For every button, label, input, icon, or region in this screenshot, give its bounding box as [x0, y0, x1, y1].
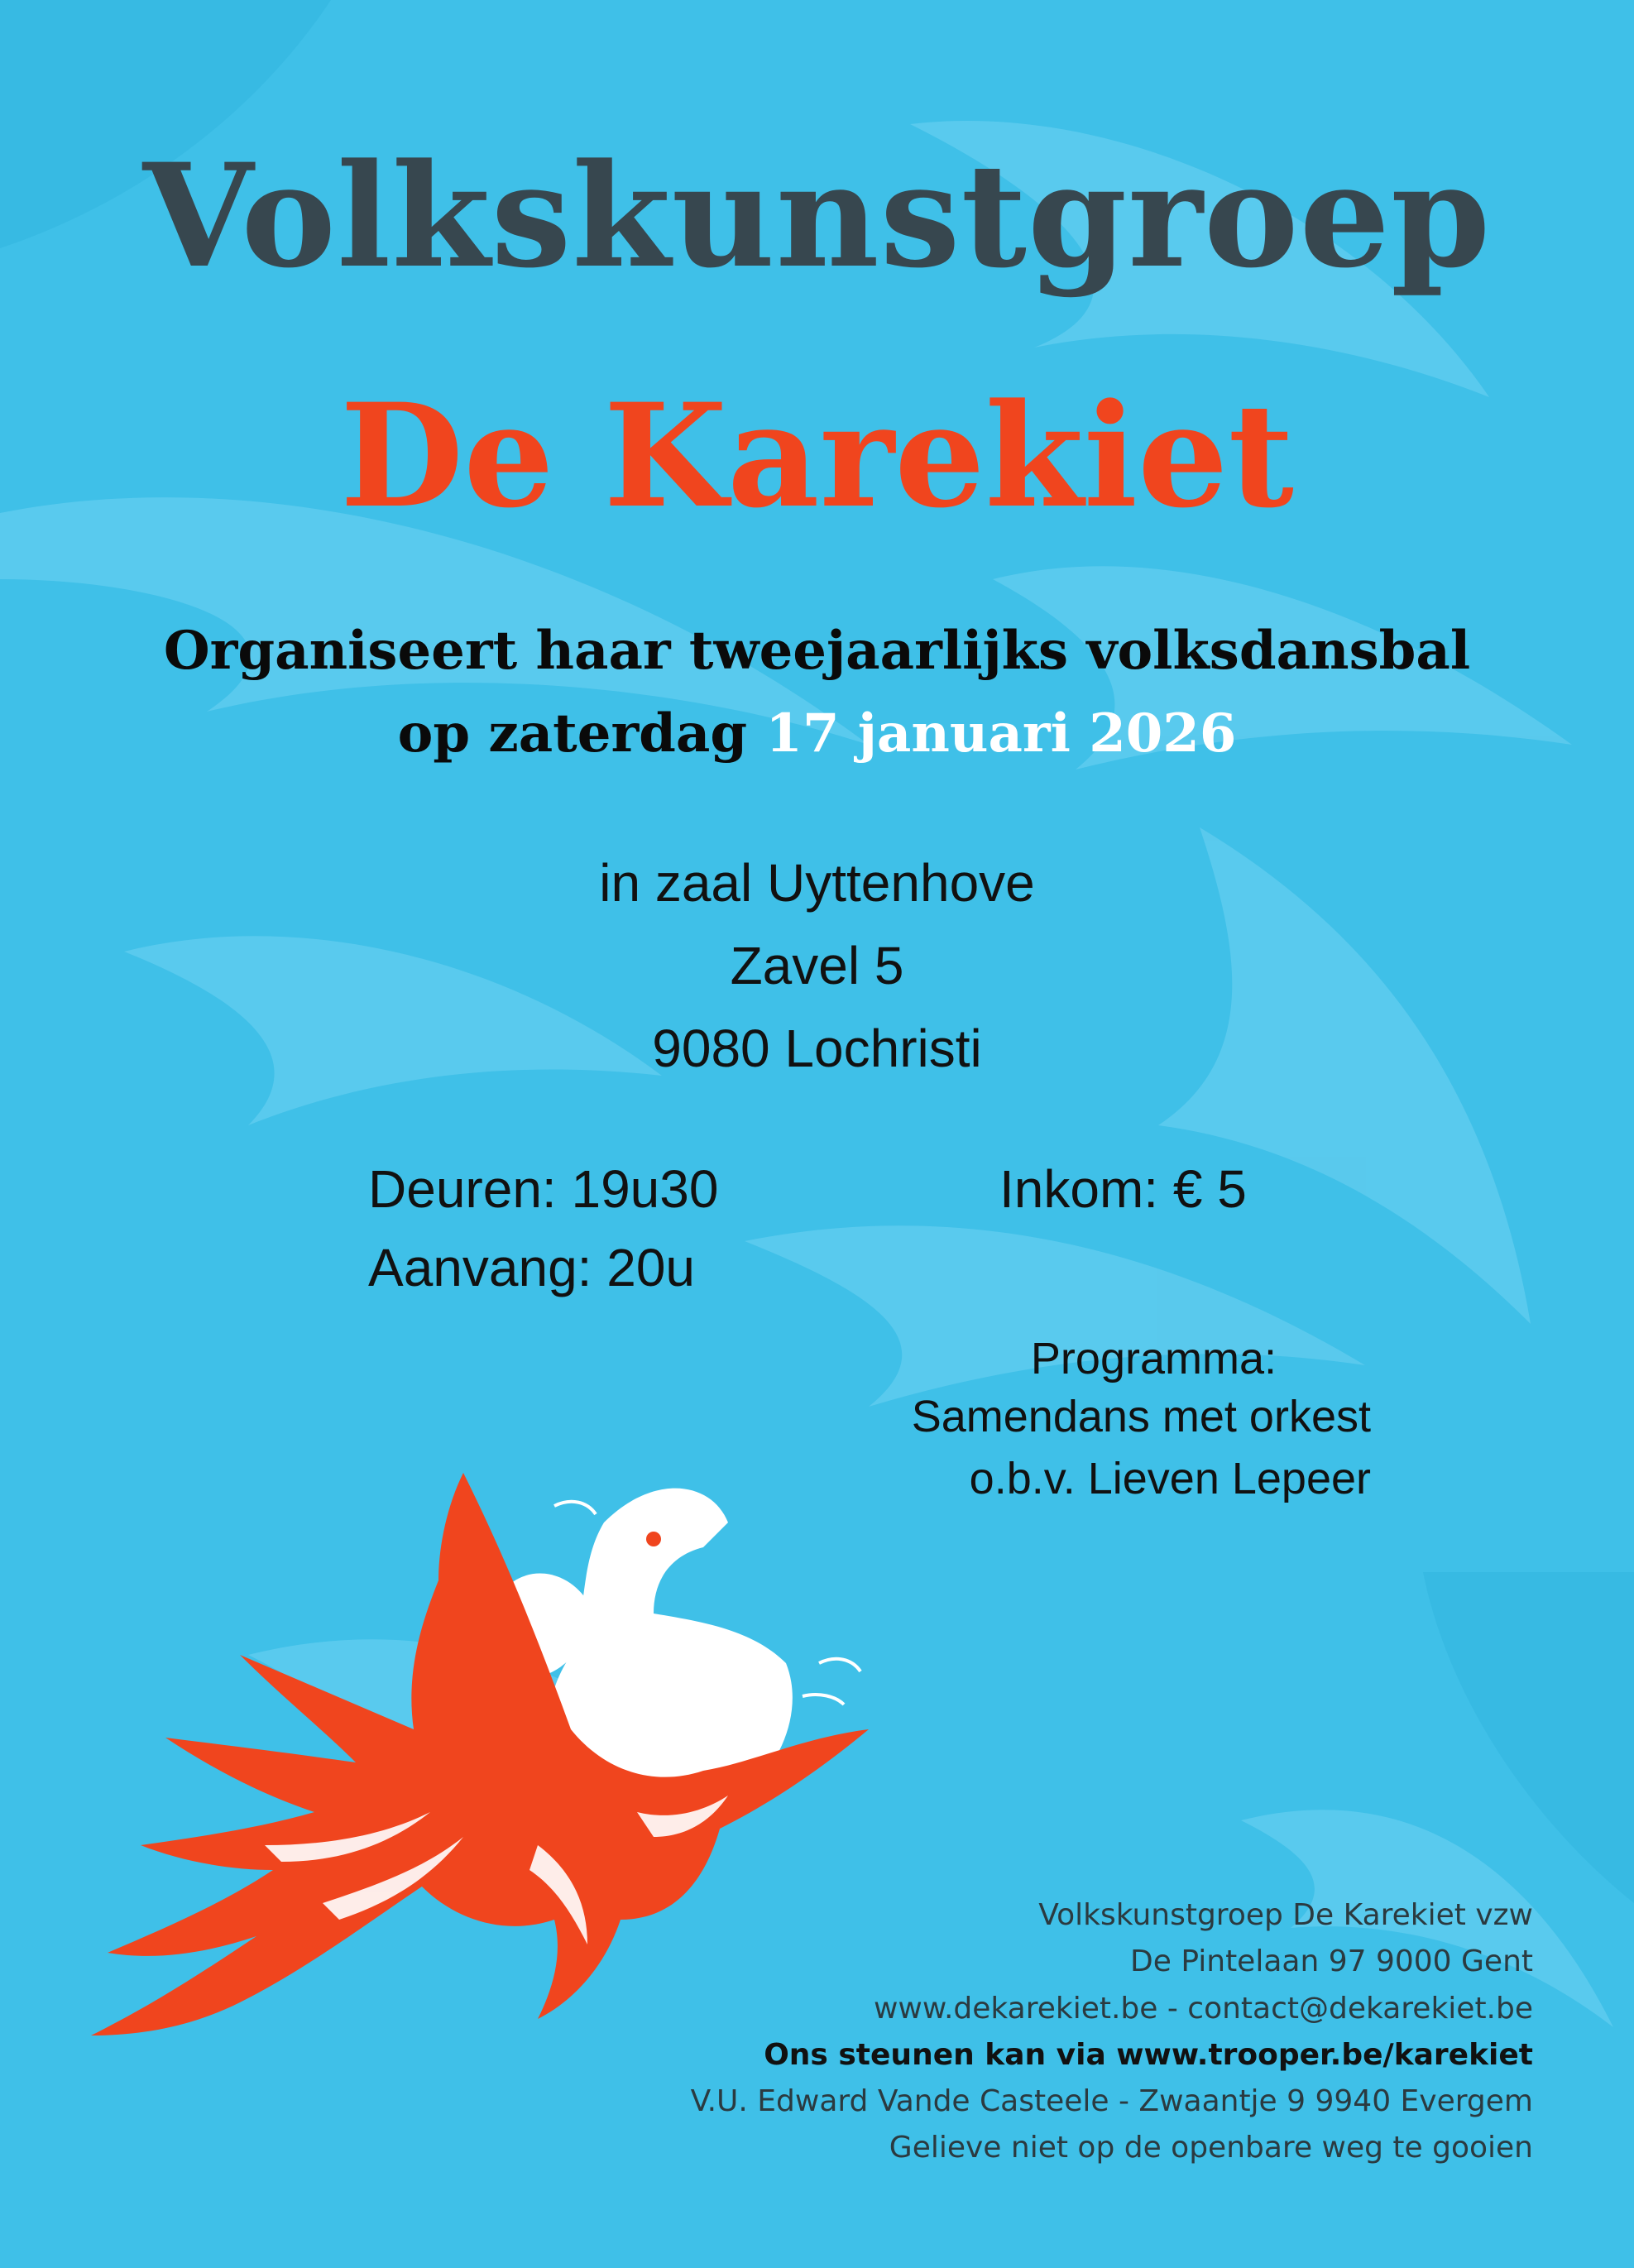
subtitle: Organiseert haar tweejaarlijks volksdansbal [163, 620, 1471, 682]
program-heading: Programma: [1030, 1334, 1277, 1383]
program-line-2: o.b.v. Lieven Lepeer [969, 1454, 1371, 1503]
footer-address: De Pintelaan 97 9000 Gent [1130, 1944, 1533, 1978]
venue-city: 9080 Lochristi [652, 1019, 982, 1078]
doors-time: Deuren: 19u30 [368, 1159, 719, 1219]
footer-support: Ons steunen kan via www.trooper.be/karekiet [764, 2038, 1533, 2072]
page-title-accent: De Karekiet [340, 372, 1294, 539]
venue-street: Zavel 5 [730, 936, 904, 995]
footer-org: Volkskunstgroep De Karekiet vzw [1038, 1898, 1533, 1932]
footer-vu: V.U. Edward Vande Casteele - Zwaantje 9 9940 Evergem [690, 2084, 1533, 2118]
entry-price: Inkom: € 5 [999, 1159, 1247, 1219]
event-date-line [0, 702, 1634, 765]
page-title: Volkskunstgroep [142, 132, 1492, 300]
footer-notice: Gelieve niet op de openbare weg te gooien [889, 2131, 1533, 2165]
program-line-1: Samendans met orkest [911, 1392, 1371, 1441]
date-prefix: op zaterdag [397, 702, 748, 765]
start-time: Aanvang: 20u [368, 1238, 695, 1297]
venue-hall: in zaal Uyttenhove [599, 853, 1035, 913]
bird-illustration-icon [74, 1456, 935, 2085]
footer-contact: www.dekarekiet.be - contact@dekarekiet.be [873, 1992, 1533, 2026]
event-date: 17 januari 2026 [765, 702, 1237, 765]
